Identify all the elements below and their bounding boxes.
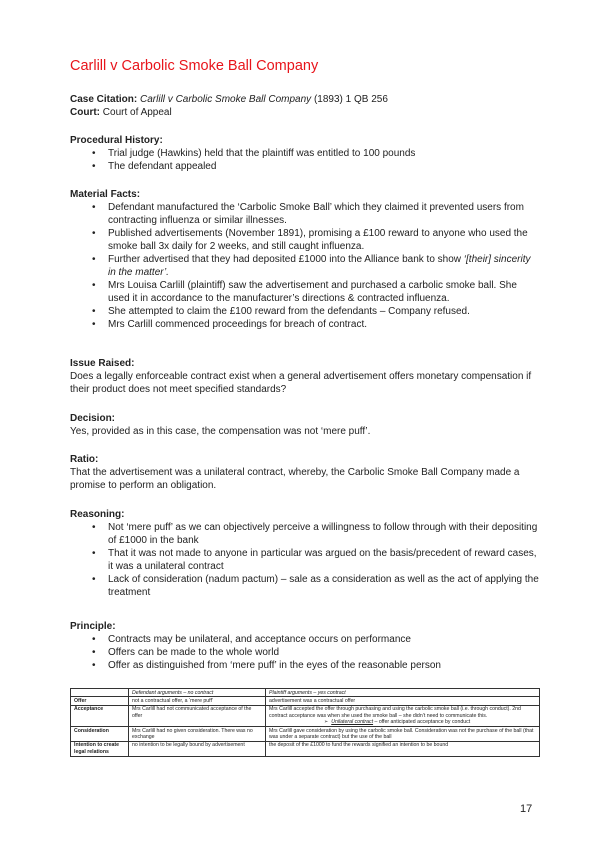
citation-case-name: Carlill v Carbolic Smoke Ball Company	[140, 94, 312, 105]
list-item	[108, 253, 540, 279]
citation-reference: (1893) 1 QB 256	[313, 94, 388, 105]
case-title: Carlill v Carbolic Smoke Ball Company	[70, 58, 319, 74]
material-facts-heading: Material Facts:	[70, 189, 141, 200]
defendant-cell: Mrs Carlill had not communicated acceptance of the offer	[129, 705, 266, 726]
list-item: • Trial judge (Hawkins) held that the plaintiff was entitled to 100 pounds	[108, 147, 540, 160]
reasoning-heading: Reasoning:	[70, 509, 125, 520]
list-item: • Offer as distinguished from ‘mere puff’ in the eyes of the reasonable person	[108, 659, 540, 672]
plaintiff-cell: advertisement was a contractual offer	[266, 697, 540, 705]
table-row	[71, 697, 540, 705]
citation-line	[70, 94, 388, 105]
table-header-cell: Defendant arguments – no contract	[129, 689, 266, 697]
list-item: • Contracts may be unilateral, and acceptance occurs on performance	[108, 633, 540, 646]
plaintiff-cell	[266, 705, 540, 726]
table-row	[71, 705, 540, 726]
issue-section	[70, 357, 540, 396]
list-item: • Mrs Carlill commenced proceedings for breach of contract.	[108, 318, 540, 331]
row-label: Intention to create legal relations	[71, 741, 129, 756]
table-header-row	[71, 689, 540, 697]
procedural-history-section	[70, 134, 540, 173]
list-item: • Defendant manufactured the ‘Carbolic Smoke Ball’ which they claimed it prevented users from contracting influenza or similar illnesses.	[108, 201, 540, 227]
row-label: Acceptance	[71, 705, 129, 726]
issue-text: Does a legally enforceable contract exist when a general advertisement offers monetary compensation if their product does not meet specified standards?	[70, 371, 532, 395]
list-item: • Not ‘mere puff’ as we can objectively perceive a willingness to follow through with their depositing of £1000 in the bank	[108, 521, 540, 547]
principle-section	[70, 620, 540, 672]
list-item: • Published advertisements (November 1891), promising a £100 reward to anyone who used the smoke ball 3x daily for 2 weeks, and still caught influenza.	[108, 227, 540, 253]
list-item: • Offers can be made to the whole world	[108, 646, 540, 659]
table-row	[71, 727, 540, 742]
defendant-cell: not a contractual offer, a ‘mere puff’	[129, 697, 266, 705]
defendant-cell: no intention to be legally bound by advertisement	[129, 741, 266, 756]
page-number: 17	[520, 803, 533, 815]
list-item: • Lack of consideration (nadum pactum) – sale as a consideration as well as the act of applying the treatment	[108, 573, 540, 599]
plaintiff-text: Mrs Carlill accepted the offer through purchasing and using the carbolic smoke ball (i.e. through conduct). 2nd contract acceptance was when she used the smoke ball – she didn’t need to communicate this.	[269, 706, 521, 719]
table-header-cell: Plaintiff arguments – yes contract	[266, 689, 540, 697]
list-item: • The defendant appealed	[108, 160, 540, 173]
principle-heading: Principle:	[70, 621, 116, 632]
ratio-text: That the advertisement was a unilateral contract, whereby, the Carbolic Smoke Ball Company made a promise to perform an obligation.	[70, 467, 520, 491]
plaintiff-cell: Mrs Carlill gave consideration by using the carbolic smoke ball. Consideration was not the purchase of the ball (that was under a separate contract) but the use of the ball	[266, 727, 540, 742]
court-line	[70, 107, 172, 118]
deposit-quote: ‘[their] sincerity in the matter’.	[108, 254, 531, 278]
issue-heading: Issue Raised:	[70, 358, 135, 369]
row-label: Consideration	[71, 727, 129, 742]
arrow-term: Unilateral contract	[331, 719, 374, 726]
table-row	[71, 741, 540, 756]
decision-section	[70, 412, 540, 438]
decision-text: Yes, provided as in this case, the compensation was not ‘mere puff’.	[70, 426, 371, 437]
arrow-bullet-icon: ➢	[324, 719, 332, 726]
material-facts-section	[70, 188, 540, 331]
ratio-section	[70, 453, 540, 492]
arrow-rest: – offer anticipated acceptance by conduct	[373, 719, 471, 726]
row-label: Offer	[71, 697, 129, 705]
deposit-text: Further advertised that they had deposited £1000 into the Alliance bank to show	[108, 254, 464, 265]
list-item: • That it was not made to anyone in particular was argued on the basis/precedent of reward cases, it was a unilateral contract	[108, 547, 540, 573]
list-item: • Mrs Louisa Carlill (plaintiff) saw the advertisement and purchased a carbolic smoke ball. She used it in accordance to the manufacturer’s directions & contracted influenza.	[108, 279, 540, 305]
arguments-table	[70, 688, 540, 757]
arrow-note	[269, 719, 536, 725]
court-value: Court of Appeal	[102, 107, 172, 118]
ratio-heading: Ratio:	[70, 454, 99, 465]
reasoning-section	[70, 508, 540, 599]
list-item: • She attempted to claim the £100 reward from the defendants – Company refused.	[108, 305, 540, 318]
decision-heading: Decision:	[70, 413, 116, 424]
defendant-cell: Mrs Carlill had no given consideration. There was no exchange	[129, 727, 266, 742]
procedural-history-heading: Procedural History:	[70, 135, 163, 146]
plaintiff-cell: the deposit of the £1000 to fund the rewards signified an intention to be bound	[266, 741, 540, 756]
court-label: Court:	[70, 107, 100, 118]
citation-label: Case Citation:	[70, 94, 138, 105]
table-header-cell	[71, 689, 129, 697]
